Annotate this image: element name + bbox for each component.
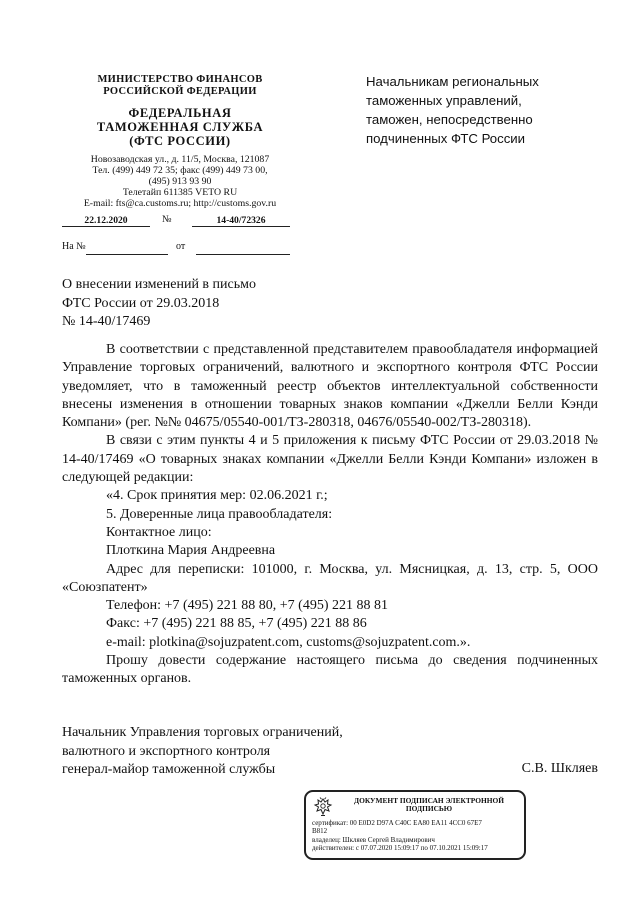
agency-line: ТАМОЖЕННАЯ СЛУЖБА bbox=[96, 120, 264, 134]
stamp-title bbox=[336, 797, 522, 814]
phone-line: (495) 913 93 90 bbox=[148, 176, 212, 187]
contact-email: e-mail: plotkina@sojuzpatent.com, customs@sojuzpatent.com.». bbox=[106, 634, 471, 650]
amendment-item-4: «4. Срок принятия мер: 02.06.2021 г.; bbox=[106, 488, 328, 504]
contact-name: Плоткина Мария Андреевна bbox=[106, 543, 276, 559]
subject-line: О внесении изменений в письмо bbox=[62, 277, 256, 292]
agency-line: ФЕДЕРАЛЬНАЯ bbox=[128, 106, 232, 120]
signer-title-line: Начальник Управления торговых ограничений, bbox=[62, 725, 343, 740]
signer-title-line: валютного и экспортного контроля bbox=[62, 743, 271, 759]
ref-underline bbox=[86, 241, 168, 255]
stamp-title-line: ДОКУМЕНТ ПОДПИСАН ЭЛЕКТРОННОЙ bbox=[354, 796, 504, 805]
contact-phone: Телефон: +7 (495) 221 88 80, +7 (495) 221 88 81 bbox=[106, 598, 388, 614]
stamp-certificate: сертификат: 00 E0D2 D97A C40C EA80 EA11 4CC0 67E7 bbox=[312, 819, 482, 827]
agency-line: (ФТС РОССИИ) bbox=[129, 134, 231, 148]
signer-title-line: генерал-майор таможенной службы bbox=[62, 762, 276, 777]
signer-title bbox=[62, 724, 382, 780]
teletype-line: Телетайп 611385 VETO RU bbox=[122, 187, 238, 198]
agency-name bbox=[62, 106, 298, 148]
stamp-certificate-cont: B812 bbox=[312, 827, 328, 836]
recipient-line: таможенных управлений, bbox=[366, 93, 522, 108]
contact-fax: Факс: +7 (495) 221 88 85, +7 (495) 221 88 86 bbox=[106, 616, 367, 632]
email-line: E-mail: fts@ca.customs.ru; http://customs.gov.ru bbox=[83, 198, 277, 209]
recipient-line: таможен, непосредственно bbox=[366, 112, 533, 127]
e-signature-stamp bbox=[304, 790, 526, 860]
outgoing-date: 22.12.2020 bbox=[84, 215, 128, 226]
from-underline bbox=[196, 241, 290, 255]
recipient-line: подчиненных ФТС России bbox=[366, 131, 526, 146]
ministry-line: МИНИСТЕРСТВО ФИНАНСОВ bbox=[97, 74, 263, 85]
contact-label: Контактное лицо: bbox=[106, 524, 212, 540]
subject-line: ФТС России от 29.03.2018 bbox=[62, 295, 220, 311]
coat-of-arms-icon bbox=[312, 796, 334, 818]
signer-name: С.В. Шкляев bbox=[521, 761, 598, 776]
phone-line: Тел. (499) 449 72 35; факс (499) 449 73 00, bbox=[92, 165, 268, 176]
outgoing-number: 14-40/72326 bbox=[216, 215, 266, 226]
agency-contacts bbox=[62, 154, 298, 209]
subject-line: № 14-40/17469 bbox=[62, 314, 151, 329]
ministry-line: РОССИЙСКОЙ ФЕДЕРАЦИИ bbox=[103, 86, 257, 97]
stamp-title-line: ПОДПИСЬЮ bbox=[405, 804, 453, 814]
amendment-item-5: 5. Доверенные лица правообладателя: bbox=[106, 506, 333, 522]
letter-subject bbox=[62, 276, 322, 332]
letter-body bbox=[62, 341, 598, 689]
stamp-validity: действителен: с 07.07.2020 15:09:17 по 07.10.2021 15:09:17 bbox=[312, 844, 488, 853]
ministry-name bbox=[62, 74, 298, 98]
stamp-details bbox=[312, 819, 524, 853]
body-paragraph: В связи с этим пункты 4 и 5 приложения к письму ФТС России от 29.03.2018 № 14-40/17469 «О товарных знаках компании «Джелли Белли Кэнди Компани» изложен в следующей редакции: bbox=[62, 433, 598, 486]
contact-address: Адрес для переписки: 101000, г. Москва, ул. Мясницкая, д. 13, стр. 5, ООО «Союзпатент» bbox=[62, 561, 598, 595]
address-line: Новозаводская ул., д. 11/5, Москва, 121087 bbox=[90, 154, 270, 165]
body-paragraph: В соответствии с представленной представителем правообладателя информацией Управление торговых ограничений, валютного и экспортного контроля ФТС России уведомляет, что в таможенный реестр объектов интеллектуальной собственности внесены изменения в отношении товарных знаков компании «Джелли Белли Кэнди Компани» (рег. №№ 04675/05540-001/ТЗ-280318, 04676/05540-002/ТЗ-280318). bbox=[62, 342, 598, 431]
closing-paragraph: Прошу довести содержание настоящего письма до сведения подчиненных таможенных органов. bbox=[62, 653, 598, 687]
ref-label: На № bbox=[62, 241, 86, 252]
recipient-block bbox=[366, 72, 606, 148]
recipient-line: Начальникам региональных bbox=[366, 74, 539, 89]
number-sign: № bbox=[162, 214, 172, 225]
stamp-owner: владелец: Шкляев Сергей Владимирович bbox=[312, 835, 435, 844]
from-label: от bbox=[176, 241, 186, 252]
